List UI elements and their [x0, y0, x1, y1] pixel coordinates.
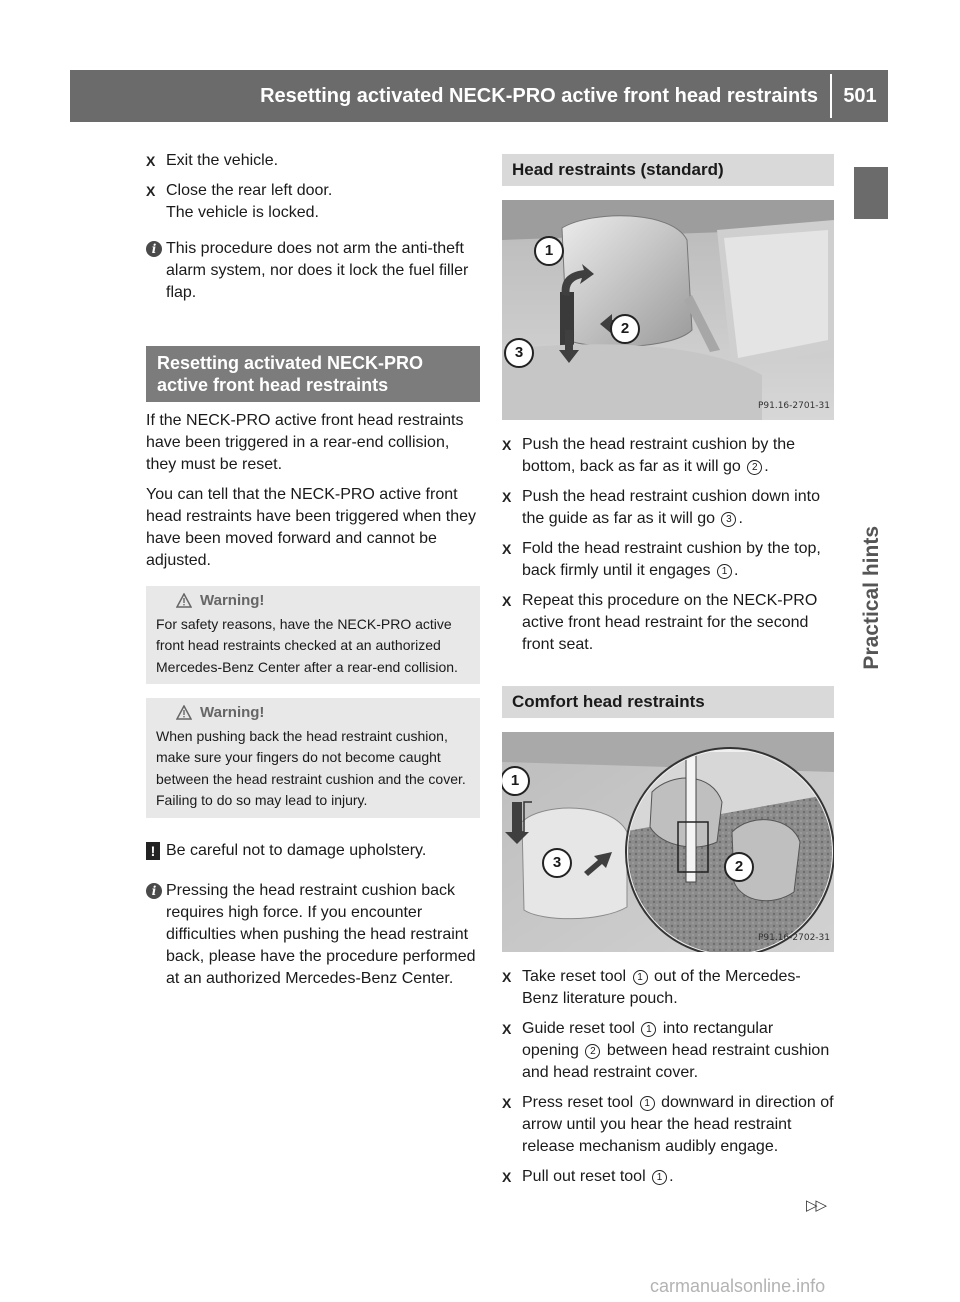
warning-box [146, 698, 480, 818]
step-marker: X [502, 1021, 512, 1037]
callout-1: 1 [534, 236, 564, 266]
step-marker: X [502, 1169, 512, 1185]
caution-note: ! Be careful not to damage upholstery. [146, 840, 480, 862]
side-tab-label: Practical hints [860, 526, 883, 670]
figure-standard-head-restraint [502, 200, 834, 420]
step-marker: X [502, 969, 512, 985]
callout-2: 2 [724, 852, 754, 882]
step-item: X Push the head restraint cushion by the bottom, back as far as it will go 2 . [502, 436, 796, 475]
callout-3: 3 [542, 848, 572, 878]
paragraph: You can tell that the NECK-PRO active front head restraints have been triggered when they have been moved forward and cannot be adjusted. [146, 486, 476, 569]
step-marker: X [502, 541, 512, 557]
reset-tool-illustration [502, 732, 834, 952]
warning-triangle-icon [176, 593, 192, 608]
head-restraint-illustration [502, 200, 834, 420]
reference-number: 1 [717, 564, 732, 579]
step-item: X Press reset tool 1 downward in direction of arrow until you hear the head restraint release mechanism audibly engage. [502, 1094, 834, 1155]
section-heading: Resetting activated NECK-PRO active front head restraints [146, 346, 480, 402]
page-number: 501 [843, 84, 877, 107]
reference-number: 2 [585, 1044, 600, 1059]
reference-number: 2 [747, 460, 762, 475]
step-item: X Guide reset tool 1 into rectangular opening 2 between head restraint cushion and head restraint cover. [502, 1020, 830, 1081]
paragraph: If the NECK-PRO active front head restraints have been triggered in a rear-end collision, they must be reset. [146, 412, 464, 473]
reference-number: 1 [652, 1170, 667, 1185]
watermark: carmanualsonline.info [650, 1276, 826, 1296]
step-item: X Exit the vehicle. [146, 150, 480, 172]
step-marker: X [502, 593, 512, 609]
step-marker: X [502, 489, 512, 505]
step-marker: X [502, 1095, 512, 1111]
exclamation-icon: ! [146, 842, 160, 860]
figure-code: P91.16-2701-31 [757, 401, 830, 411]
figure-code: P91.16-2702-31 [757, 933, 830, 943]
warning-box [146, 586, 480, 684]
reference-number: 1 [633, 970, 648, 985]
info-note: i This procedure does not arm the anti-theft alarm system, nor does it lock the fuel filler flap. [146, 238, 480, 304]
page-title: Resetting activated NECK-PRO active front head restraints [260, 84, 818, 107]
step-item: X Close the rear left door. The vehicle is locked. [146, 182, 333, 221]
side-tab-block [854, 167, 888, 219]
info-icon: i [146, 241, 162, 257]
step-item: X Pull out reset tool 1 . [502, 1166, 834, 1188]
reference-number: 3 [721, 512, 736, 527]
side-tab [852, 230, 892, 670]
info-note: i Pressing the head restraint cushion back requires high force. If you encounter difficulties when pushing the head restraint back, please have the procedure performed at an authorized Mercedes-Benz Center. [146, 880, 480, 990]
warning-text: For safety reasons, have the NECK-PRO active front head restraints checked at an authorized Mercedes-Benz Center after a rear-end collision. [156, 615, 458, 675]
info-icon: i [146, 883, 162, 899]
step-marker: X [146, 153, 156, 169]
step-item: X Take reset tool 1 out of the Mercedes-Benz literature pouch. [502, 968, 801, 1007]
warning-title: Warning! [200, 704, 265, 721]
section-heading-standard: Head restraints (standard) [502, 154, 834, 186]
callout-3: 3 [504, 338, 534, 368]
right-column [502, 154, 834, 1196]
warning-text: When pushing back the head restraint cushion, make sure your fingers do not become caught between the head restraint cushion and the cover. Failing to do so may lead to injury. [156, 727, 466, 808]
left-column [146, 150, 480, 1000]
step-item: X Push the head restraint cushion down into the guide as far as it will go 3 . [502, 488, 820, 527]
step-item: X Repeat this procedure on the NECK-PRO active front head restraint for the second front seat. [502, 592, 818, 653]
figure-comfort-head-restraint [502, 732, 834, 952]
step-marker: X [146, 183, 156, 199]
callout-2: 2 [610, 314, 640, 344]
callout-1: 1 [502, 766, 530, 796]
continue-icon: ▷▷ [806, 1197, 826, 1214]
reference-number: 1 [641, 1022, 656, 1037]
step-item: X Fold the head restraint cushion by the top, back firmly until it engages 1 . [502, 540, 821, 579]
step-marker: X [502, 437, 512, 453]
warning-title: Warning! [200, 592, 265, 609]
warning-triangle-icon [176, 705, 192, 720]
reference-number: 1 [640, 1096, 655, 1111]
section-heading-comfort: Comfort head restraints [502, 686, 834, 718]
